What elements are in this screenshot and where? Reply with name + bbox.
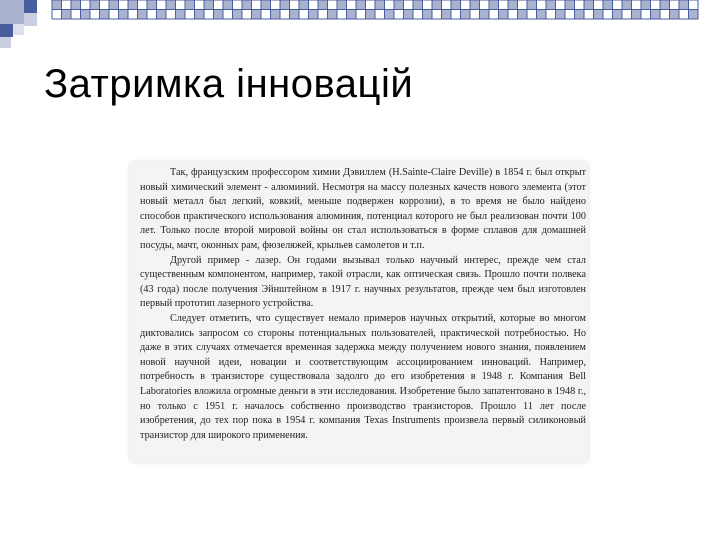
checker-square xyxy=(660,0,670,10)
slide-title: Затримка інновацій xyxy=(44,62,414,106)
checker-square xyxy=(527,0,537,10)
checker-square xyxy=(660,10,670,20)
checker-square xyxy=(584,10,594,20)
checker-square xyxy=(62,0,72,10)
checker-square xyxy=(157,10,167,20)
checker-square xyxy=(309,10,319,20)
checker-square xyxy=(176,0,186,10)
checker-square xyxy=(442,10,452,20)
checker-square xyxy=(565,10,575,20)
checker-square xyxy=(242,0,252,10)
top-checker-stripe xyxy=(0,0,700,30)
checker-square xyxy=(404,10,414,20)
checker-square xyxy=(442,0,452,10)
checker-square xyxy=(594,0,604,10)
checker-square xyxy=(565,0,575,10)
checker-square xyxy=(147,0,157,10)
checker-square xyxy=(489,0,499,10)
checker-square xyxy=(480,0,490,10)
checker-square xyxy=(62,10,72,20)
checker-square xyxy=(670,10,680,20)
checker-square xyxy=(318,0,328,10)
checker-square xyxy=(356,0,366,10)
checker-square xyxy=(603,10,613,20)
checker-square xyxy=(613,10,623,20)
checker-square xyxy=(679,10,689,20)
checker-square xyxy=(679,0,689,10)
checker-square xyxy=(632,10,642,20)
checker-square xyxy=(252,0,262,10)
checker-square xyxy=(546,10,556,20)
checker-square xyxy=(242,10,252,20)
checker-square xyxy=(594,10,604,20)
checker-square xyxy=(375,10,385,20)
checker-square xyxy=(480,10,490,20)
scanned-text-body xyxy=(130,162,588,443)
checker-square xyxy=(71,10,81,20)
checker-square xyxy=(109,0,119,10)
checker-square xyxy=(527,10,537,20)
checker-square xyxy=(318,10,328,20)
checker-square xyxy=(81,0,91,10)
checker-square xyxy=(404,0,414,10)
checker-square xyxy=(52,10,62,20)
checker-square xyxy=(157,0,167,10)
checker-square xyxy=(356,10,366,20)
checker-square xyxy=(280,10,290,20)
checker-square xyxy=(138,10,148,20)
checker-square xyxy=(328,10,338,20)
checker-square xyxy=(432,10,442,20)
checker-square xyxy=(119,0,129,10)
checker-square xyxy=(299,0,309,10)
checker-square xyxy=(537,0,547,10)
checker-square xyxy=(128,10,138,20)
checker-square xyxy=(689,0,699,10)
checker-square xyxy=(489,10,499,20)
checker-square xyxy=(622,0,632,10)
checker-square xyxy=(347,10,357,20)
checker-square xyxy=(432,0,442,10)
checker-square xyxy=(223,10,233,20)
checker-square xyxy=(290,10,300,20)
checker-square xyxy=(233,0,243,10)
checker-square xyxy=(166,10,176,20)
checker-square xyxy=(575,10,585,20)
checker-square xyxy=(261,0,271,10)
checker-square xyxy=(252,10,262,20)
checker-square xyxy=(328,0,338,10)
checker-square xyxy=(195,0,205,10)
checker-square xyxy=(366,0,376,10)
checker-square xyxy=(271,10,281,20)
checker-square xyxy=(584,0,594,10)
scan-paragraph-1: Так, французским профессором химии Дэвиллем (H.Sainte-Claire Deville) в 1854 г. был открыт новый химический элемент - алюминий. Несмотря на массу полезных качеств нового элемента (этот новый металл был легкий, ковкий, меньше подвержен коррозии), в то время не было найдено способов практического использования алюминия, потенциал которого не был реализован почти 100 лет. Только после второй мировой войны он стал использоваться в форме сплавов для домашней посуды, мачт, оконных рам, фюзеляжей, крыльев самолетов и т.п. xyxy=(140,167,586,251)
checker-square xyxy=(603,0,613,10)
checker-square xyxy=(413,10,423,20)
checker-square xyxy=(394,10,404,20)
checker-square xyxy=(575,0,585,10)
checker-square xyxy=(52,0,62,10)
checker-square xyxy=(537,10,547,20)
checker-square xyxy=(109,10,119,20)
checker-square xyxy=(508,0,518,10)
checker-square xyxy=(518,0,528,10)
checker-square xyxy=(71,0,81,10)
checker-square xyxy=(451,0,461,10)
checker-square xyxy=(461,0,471,10)
checker-square xyxy=(499,10,509,20)
checker-square xyxy=(337,0,347,10)
checker-square xyxy=(518,10,528,20)
checker-square xyxy=(347,0,357,10)
checker-square xyxy=(233,10,243,20)
checker-square xyxy=(195,10,205,20)
scan-paragraph-2: Другой пример - лазер. Он годами вызывал только научный интерес, прежде чем стал существенным компонентом, например, такой отрасли, как оптическая связь. Прошло почти полвека (43 года) после получения Эйнштейном в 1917 г. научных результатов, прежде чем был изготовлен первый прототип лазерного устройства. xyxy=(140,254,586,310)
checker-square xyxy=(670,0,680,10)
checker-square xyxy=(470,0,480,10)
checker-square xyxy=(423,10,433,20)
checker-square xyxy=(185,0,195,10)
checker-square xyxy=(632,0,642,10)
checker-square xyxy=(214,10,224,20)
checker-square xyxy=(366,10,376,20)
checker-square xyxy=(337,10,347,20)
checker-square xyxy=(556,10,566,20)
checker-square xyxy=(100,0,110,10)
checker-square xyxy=(299,10,309,20)
checker-square xyxy=(451,10,461,20)
checker-square xyxy=(271,0,281,10)
checker-square xyxy=(461,10,471,20)
checker-square xyxy=(90,10,100,20)
checker-square xyxy=(499,0,509,10)
checker-square xyxy=(166,0,176,10)
checker-square xyxy=(385,10,395,20)
checker-square xyxy=(622,10,632,20)
checker-square xyxy=(81,10,91,20)
checker-square xyxy=(185,10,195,20)
checker-square xyxy=(470,10,480,20)
checker-square xyxy=(204,10,214,20)
checker-square xyxy=(176,10,186,20)
checker-square xyxy=(546,0,556,10)
checker-square xyxy=(641,0,651,10)
checker-square xyxy=(128,0,138,10)
scanned-text-image xyxy=(130,162,588,462)
checker-square xyxy=(119,10,129,20)
checker-square xyxy=(147,10,157,20)
checker-square xyxy=(689,10,699,20)
checker-square xyxy=(100,10,110,20)
checker-square xyxy=(138,0,148,10)
checker-square xyxy=(223,0,233,10)
checker-square xyxy=(214,0,224,10)
checker-square xyxy=(394,0,404,10)
checker-square xyxy=(556,0,566,10)
checker-square xyxy=(508,10,518,20)
checker-square xyxy=(261,10,271,20)
checker-square xyxy=(651,10,661,20)
checker-square xyxy=(385,0,395,10)
checker-square xyxy=(204,0,214,10)
checker-square xyxy=(280,0,290,10)
checker-square xyxy=(613,0,623,10)
scan-paragraph-3: Следует отметить, что существует немало примеров научных открытий, которые во многом диктовались запросом со стороны потенциальных пользователей, практической потребностью. Но даже в этих случаях отмечается временная задержка между получением нового знания, появлением новой научной идеи, новации и соответствующим ассоциированием инноваций. Например, потребность в транзисторе существовала задолго до его изобретения в 1948 г. Компания Bell Laboratories вложила огромные деньги в эти исследования. Изобретение было запатентовано в 1948 г., но только с 1951 г. началось собственно производство транзисторов. Прошло 11 лет после изобретения, до тех пор пока в 1954 г. компания Texas Instruments произвела первый силиконовый транзистор для широкого применения. xyxy=(140,312,586,441)
checker-square xyxy=(413,0,423,10)
checker-square xyxy=(651,0,661,10)
checker-square xyxy=(423,0,433,10)
checker-square xyxy=(90,0,100,10)
checker-square xyxy=(290,0,300,10)
checker-square xyxy=(309,0,319,10)
checker-square xyxy=(641,10,651,20)
checker-square xyxy=(375,0,385,10)
